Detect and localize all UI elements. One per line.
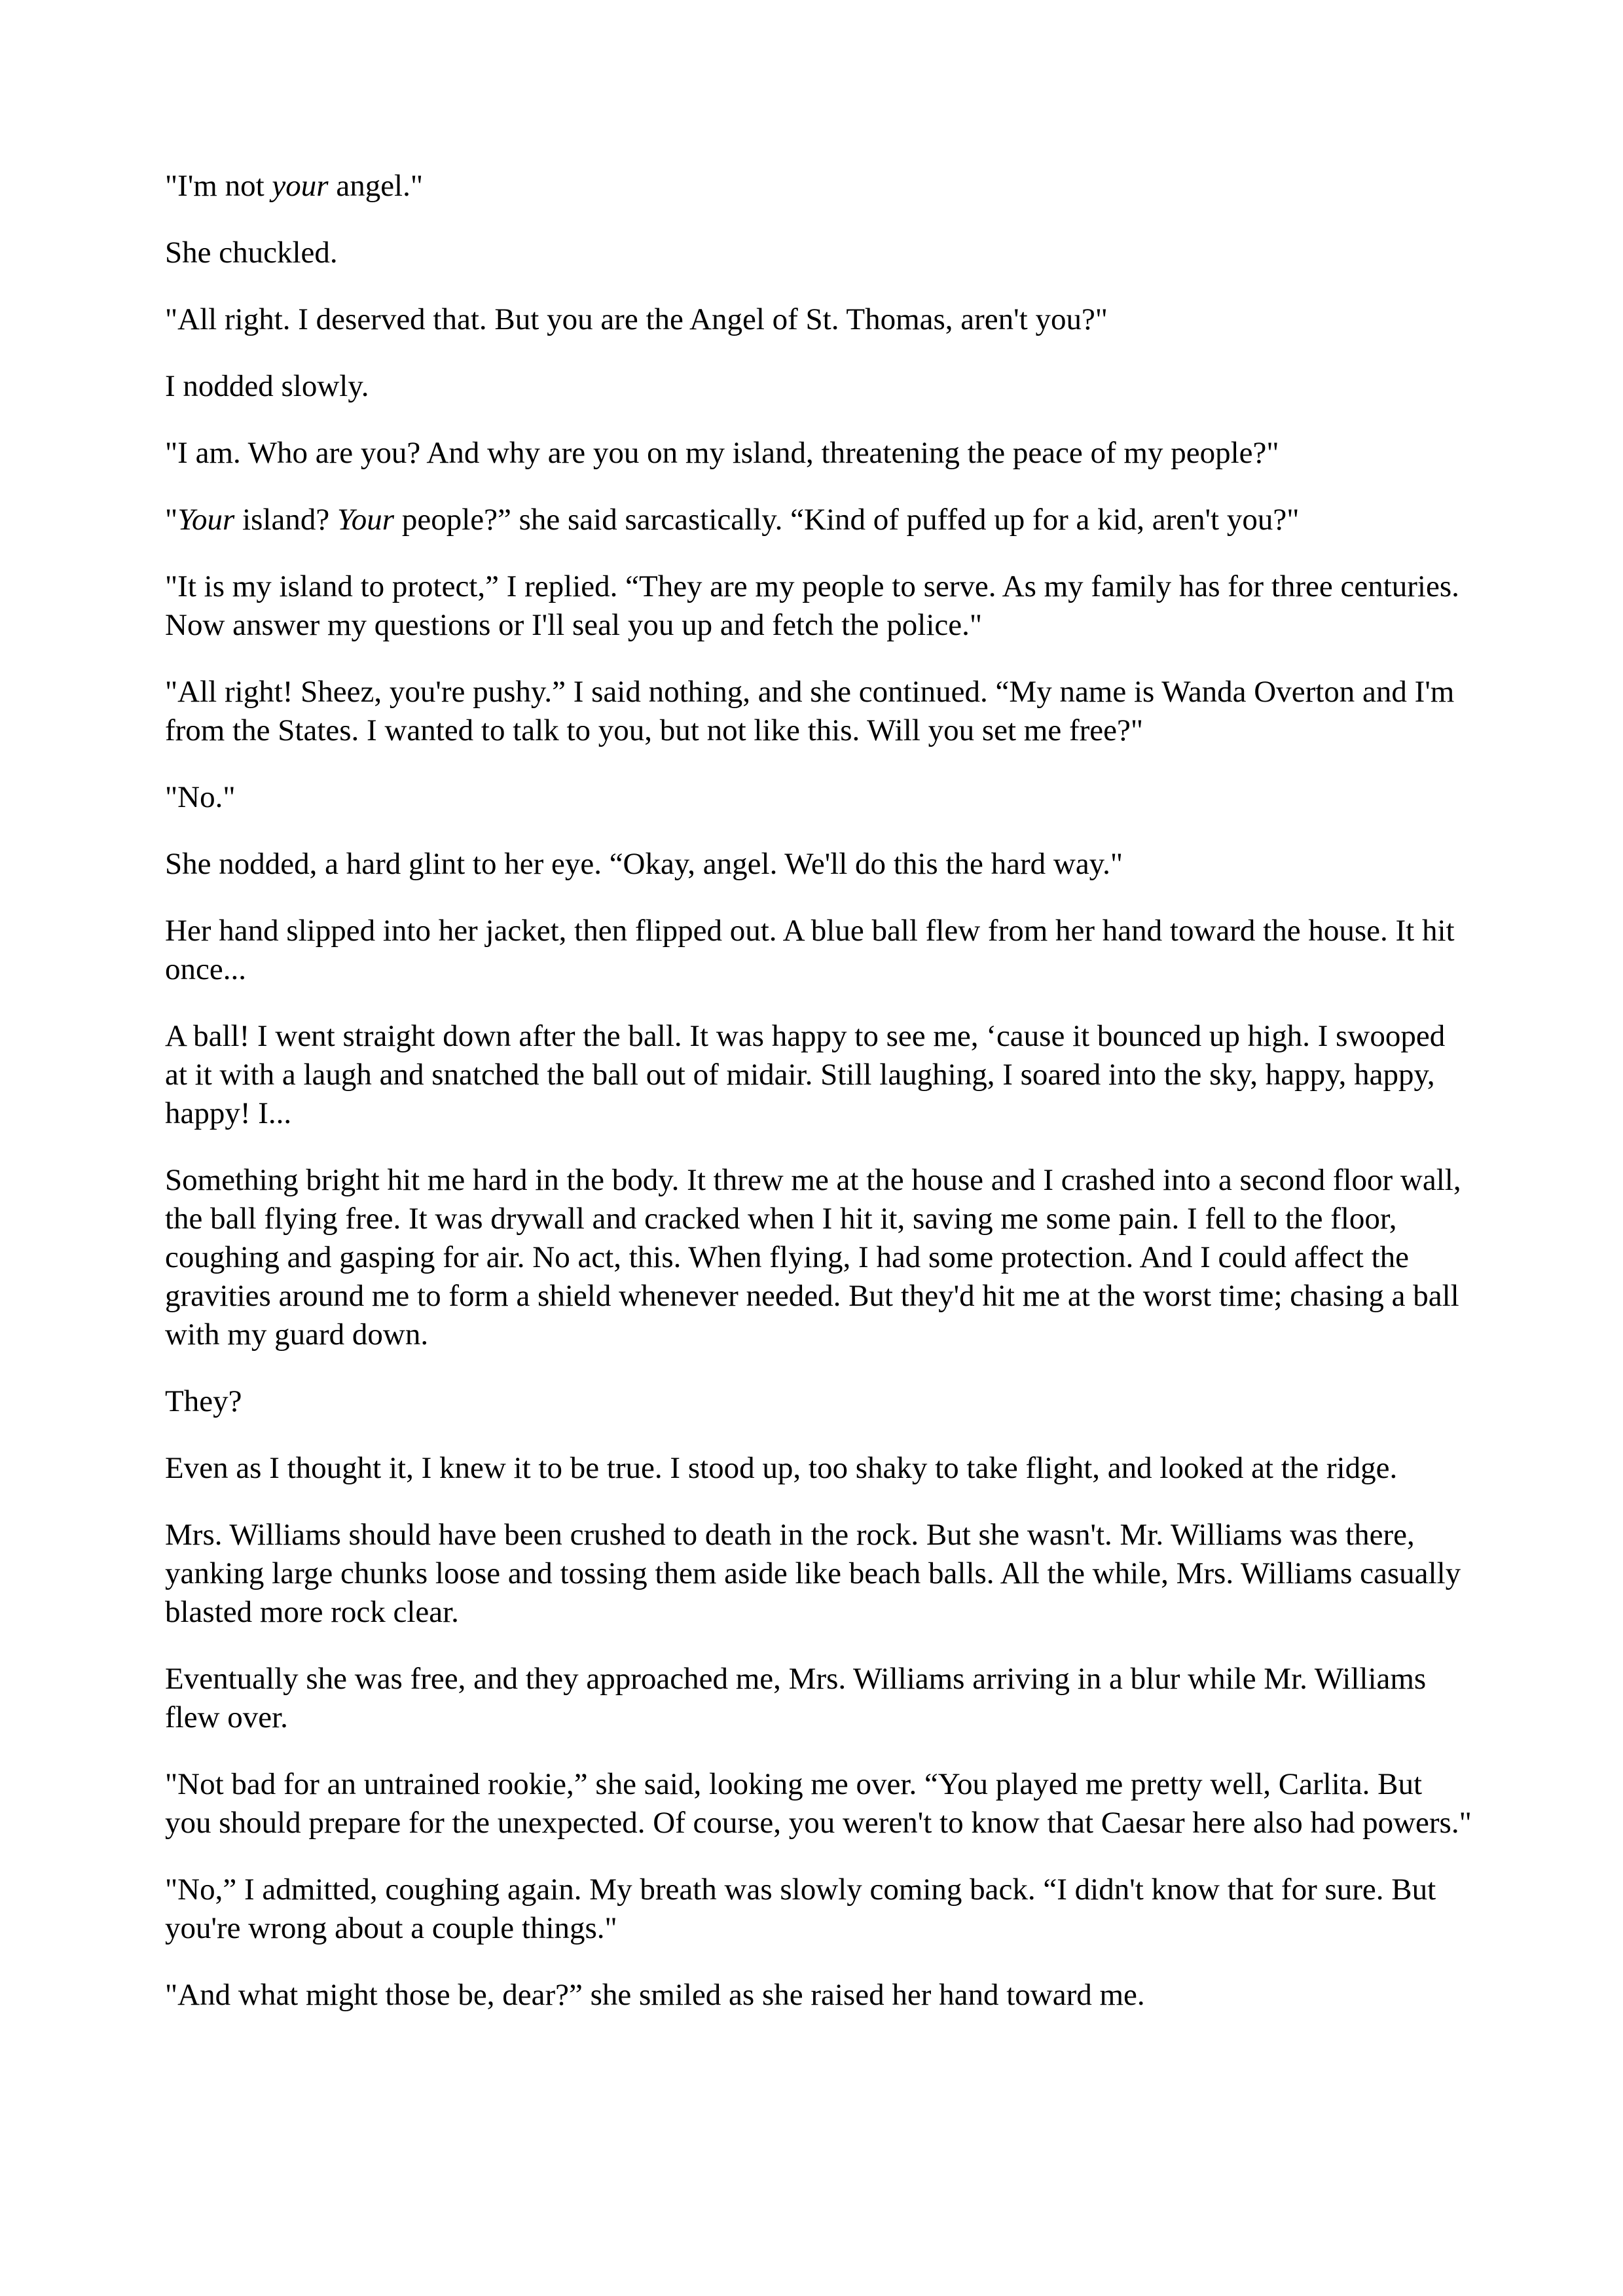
paragraph: [165, 1017, 1474, 1133]
text-run: They?: [165, 1384, 242, 1418]
text-run: "And what might those be, dear?” she smiled as she raised her hand toward me.: [165, 1978, 1145, 2012]
paragraph: [165, 845, 1474, 884]
text-run: Eventually she was free, and they approached me, Mrs. Williams arriving in a blur while Mr. Williams flew over.: [165, 1662, 1427, 1734]
paragraph: [165, 501, 1474, 539]
text-run: ": [165, 503, 178, 537]
paragraph: [165, 434, 1474, 473]
paragraph: [165, 1765, 1474, 1842]
text-run: "It is my island to protect,” I replied. “They are my people to serve. As my family has for three centuries. Now answer my questions or I'll seal you up and fetch the police.": [165, 569, 1459, 642]
text-run: "All right. I deserved that. But you are the Angel of St. Thomas, aren't you?": [165, 302, 1108, 336]
body-text: [165, 167, 1474, 2043]
text-run: "I'm not: [165, 169, 272, 203]
text-run: "All right! Sheez, you're pushy.” I said nothing, and she continued. “My name is Wanda Overton and I'm from the States. I wanted to talk to you, but not like this. Will you set me free?": [165, 675, 1455, 747]
paragraph: [165, 1976, 1474, 2015]
paragraph: [165, 567, 1474, 645]
italic-text: Your: [337, 503, 395, 537]
paragraph: [165, 1449, 1474, 1488]
text-run: She nodded, a hard glint to her eye. “Okay, angel. We'll do this the hard way.": [165, 847, 1123, 881]
paragraph: [165, 1516, 1474, 1632]
text-run: Her hand slipped into her jacket, then flipped out. A blue ball flew from her hand toward the house. It hit once...: [165, 914, 1455, 986]
text-run: I nodded slowly.: [165, 369, 369, 403]
paragraph: [165, 912, 1474, 989]
text-run: A ball! I went straight down after the ball. It was happy to see me, ‘cause it bounced up high. I swooped at it with a laugh and snatched the ball out of midair. Still laughing, I soared into the sky, happy, happy, happy! I...: [165, 1019, 1446, 1130]
paragraph: [165, 367, 1474, 406]
text-run: "No,” I admitted, coughing again. My breath was slowly coming back. “I didn't know that for sure. But you're wrong about a couple things.": [165, 1873, 1436, 1945]
text-run: people?” she said sarcastically. “Kind of puffed up for a kid, aren't you?": [394, 503, 1300, 537]
text-run: "No.": [165, 780, 236, 814]
text-run: Something bright hit me hard in the body. It threw me at the house and I crashed into a second floor wall, the ball flying free. It was drywall and cracked when I hit it, saving me some pain. I fell to the floor, coughing and gasping for air. No act, this. When flying, I had some protection. And I could affect the gravities around me to form a shield whenever needed. But they'd hit me at the worst time; chasing a ball with my guard down.: [165, 1163, 1461, 1352]
paragraph: [165, 300, 1474, 339]
text-run: "Not bad for an untrained rookie,” she said, looking me over. “You played me pretty well, Carlita. But you should prepare for the unexpected. Of course, you weren't to know that Caesar here also had powers.": [165, 1767, 1472, 1840]
paragraph: [165, 167, 1474, 206]
paragraph: [165, 1382, 1474, 1421]
italic-text: your: [272, 169, 329, 203]
paragraph: [165, 1161, 1474, 1354]
paragraph: [165, 1660, 1474, 1737]
text-run: Even as I thought it, I knew it to be true. I stood up, too shaky to take flight, and looked at the ridge.: [165, 1451, 1398, 1485]
text-run: island?: [234, 503, 337, 537]
text-run: "I am. Who are you? And why are you on my island, threatening the peace of my people?": [165, 436, 1279, 470]
paragraph: [165, 673, 1474, 750]
text-run: She chuckled.: [165, 236, 338, 270]
text-run: angel.": [328, 169, 424, 203]
italic-text: Your: [177, 503, 235, 537]
paragraph: [165, 778, 1474, 817]
text-run: Mrs. Williams should have been crushed to death in the rock. But she wasn't. Mr. Williams was there, yanking large chunks loose and tossing them aside like beach balls. All the while, Mrs. Williams casually blasted more rock clear.: [165, 1518, 1461, 1629]
paragraph: [165, 234, 1474, 272]
paragraph: [165, 1871, 1474, 1948]
